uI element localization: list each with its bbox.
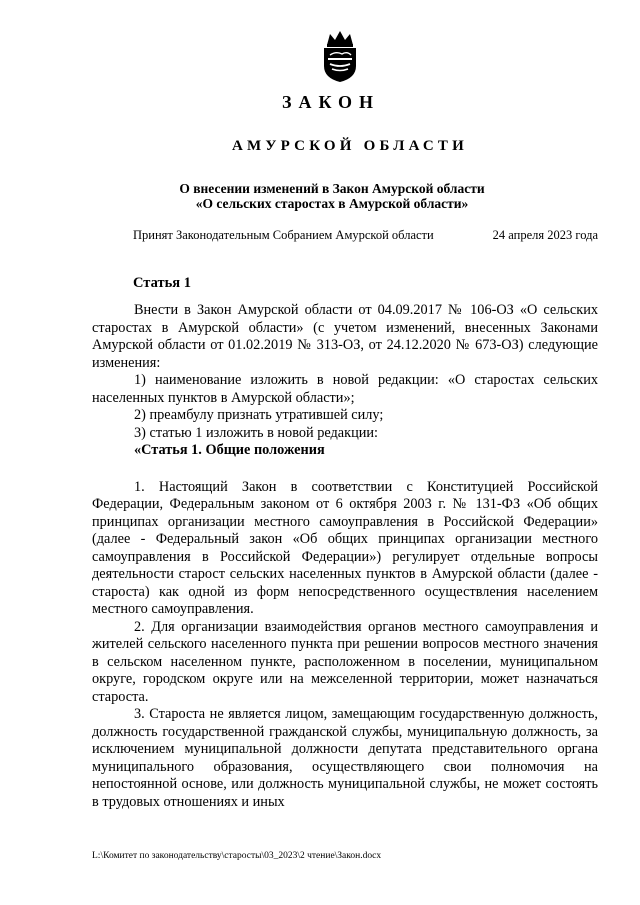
article-body	[92, 302, 598, 811]
paragraph-2: 2. Для организации взаимодействия органов местного самоуправления и жителей сельского населенного пункта при решении вопросов местного значения в сельском населенном пункте, расположенном в поселении, муниципальном округе, городском округе или на межселенной территории, может назначаться староста.	[92, 618, 598, 705]
adopted-date: 24 апреля 2023 года	[492, 228, 598, 242]
list-item: 3) статью 1 изложить в новой редакции:	[134, 424, 379, 441]
coat-of-arms-icon	[318, 28, 362, 84]
article-intro: Внести в Закон Амурской области от 04.09.2017 № 106-ОЗ «О сельских старостах в Амурской области» (с учетом изменений, внесенных Законами Амурской области от 01.02.2019 № 313-ОЗ, от 24.12.2020 № 673-ОЗ) следующие изменения:	[92, 302, 598, 371]
list-item: 2) преамбулу признать утратившей силу;	[134, 407, 384, 423]
file-path-footer: L:\Комитет по законодательству\старосты\03_2023\2 чтение\Закон.docx	[92, 851, 382, 861]
article-heading: Статья 1	[133, 275, 191, 291]
new-article-heading	[92, 442, 598, 460]
region-name: АМУРСКОЙ ОБЛАСТИ	[232, 138, 468, 154]
law-title: ЗАКОН	[281, 92, 381, 112]
list-item: 1) наименование изложить в новой редакции: «О старостах сельских населенных пунктов в Амурской области»;	[92, 372, 598, 406]
subject-line-1: О внесении изменений в Закон Амурской области	[179, 181, 485, 196]
new-article-heading-text: «Статья 1. Общие положения	[134, 442, 325, 458]
paragraph-1: 1. Настоящий Закон в соответствии с Конституцией Российской Федерации, Федеральным законом от 6 октября 2003 г. № 131-ФЗ «Об общих принципах организации местного самоуправления в Российской Федерации» (далее - Федеральный закон «Об общих принципах организации местного самоуправления в Российской Федерации») регулирует отдельные вопросы деятельности старост сельских населенных пунктов в Амурской области (далее - староста) как одной из форм непосредственного осуществления населением местного самоуправления.	[92, 478, 598, 617]
subject-line-2: «О сельских старостах в Амурской области»	[195, 196, 469, 211]
paragraph-3: 3. Староста не является лицом, замещающим государственную должность, должность государственной гражданской службы, муниципальную должность, за исключением муниципальной должности депутата представительного органа муниципального образования, осуществляющего свои полномочия на непостоянной основе, или должность муниципальной службы, не может состоять в трудовых отношениях и иных	[92, 706, 598, 810]
law-subject	[110, 181, 554, 211]
adopted-by: Принят Законодательным Собранием Амурской области	[133, 228, 434, 242]
